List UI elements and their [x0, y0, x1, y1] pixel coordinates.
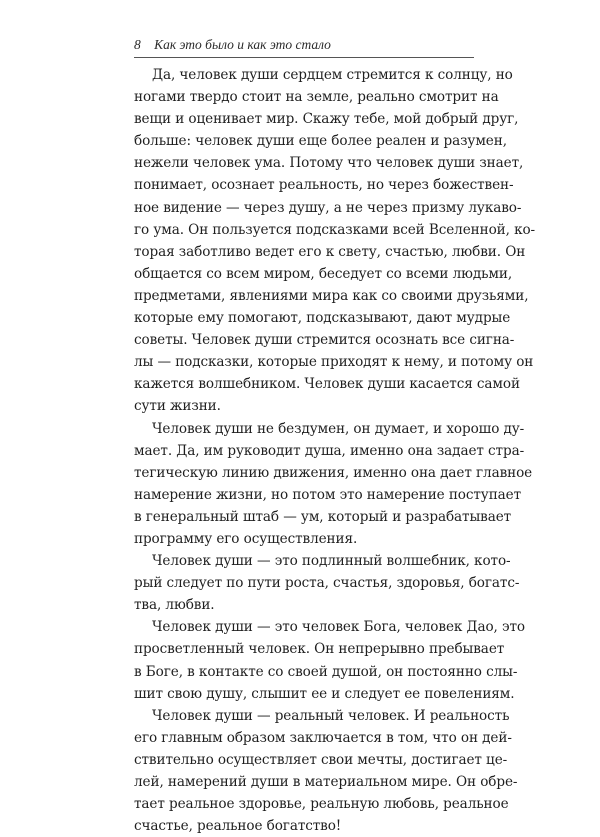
- body-text: [134, 64, 536, 837]
- page-number: 8: [134, 37, 141, 52]
- text-line: предметами, явлениями мира как со своими друзьями,: [134, 287, 529, 304]
- text-line: нежели человек ума. Потому что человек души знает,: [134, 155, 524, 172]
- text-line: понимает, осознает реальность, но через божествен-: [134, 177, 514, 194]
- text-line: тает реальное здоровье, реальную любовь, реальное: [134, 796, 509, 813]
- text-line: Человек души не бездумен, он думает, и хорошо ду-: [152, 420, 525, 437]
- running-header: [134, 36, 474, 54]
- text-line: торая заботливо ведет его к свету, счастью, любви. Он: [134, 243, 526, 260]
- header-divider: [134, 57, 474, 58]
- text-line: в Боге, в контакте со своей душой, он постоянно слы-: [134, 663, 518, 680]
- text-line: просветленный человек. Он непрерывно пребывает: [134, 641, 505, 658]
- text-line: го ума. Он пользуется подсказками всей Вселенной, ко-: [134, 221, 536, 238]
- text-line: тва, любви.: [134, 597, 215, 614]
- text-line: ствительно осуществляет свои мечты, достигает це-: [134, 751, 508, 768]
- text-line: его главным образом заключается в том, что он дей-: [134, 729, 512, 746]
- text-line: шит свою душу, слышит ее и следует ее повелениям.: [134, 685, 515, 702]
- text-line: Человек души — это подлинный волшебник, кото-: [152, 553, 511, 570]
- text-line: тегическую линию движения, именно она дает главное: [134, 464, 533, 481]
- text-line: общается со всем миром, беседует со всеми людьми,: [134, 265, 513, 282]
- running-title: Как это было и как это стало: [154, 37, 331, 52]
- text-line: вещи и оценивает мир. Скажу тебе, мой добрый друг,: [134, 111, 519, 128]
- text-line: сути жизни.: [134, 398, 221, 415]
- text-line: в генеральный штаб — ум, который и разрабатывает: [134, 508, 512, 525]
- text-line: счастье, реальное богатство!: [134, 818, 342, 835]
- text-line: программу его осуществления.: [134, 530, 358, 547]
- text-line: ное видение — через душу, а не через призму лукаво-: [134, 199, 522, 216]
- text-line: мает. Да, им руководит душа, именно она задает стра-: [134, 442, 525, 459]
- text-line: рый следует по пути роста, счастья, здоровья, богатс-: [134, 575, 520, 592]
- text-line: Да, человек души сердцем стремится к солнцу, но: [152, 67, 513, 83]
- text-line: намерение жизни, но потом это намерение поступает: [134, 486, 522, 503]
- text-line: Человек души — реальный человек. И реальность: [152, 707, 510, 724]
- text-line: лей, намерений души в материальном мире. Он обре-: [134, 774, 518, 790]
- text-line: которые ему помогают, подсказывают, дают мудрые: [134, 310, 511, 327]
- text-line: Человек души — это человек Бога, человек Дао, это: [152, 619, 526, 636]
- text-line: лы — подсказки, которые приходят к нему, и потому он: [134, 354, 534, 371]
- text-line: ногами твердо стоит на земле, реально смотрит на: [134, 89, 499, 106]
- text-line: советы. Человек души стремится осознать все сигна-: [134, 332, 515, 349]
- text-line: кажется волшебником. Человек души касается самой: [134, 376, 520, 393]
- text-line: больше: человек души еще более реален и разумен,: [134, 133, 507, 150]
